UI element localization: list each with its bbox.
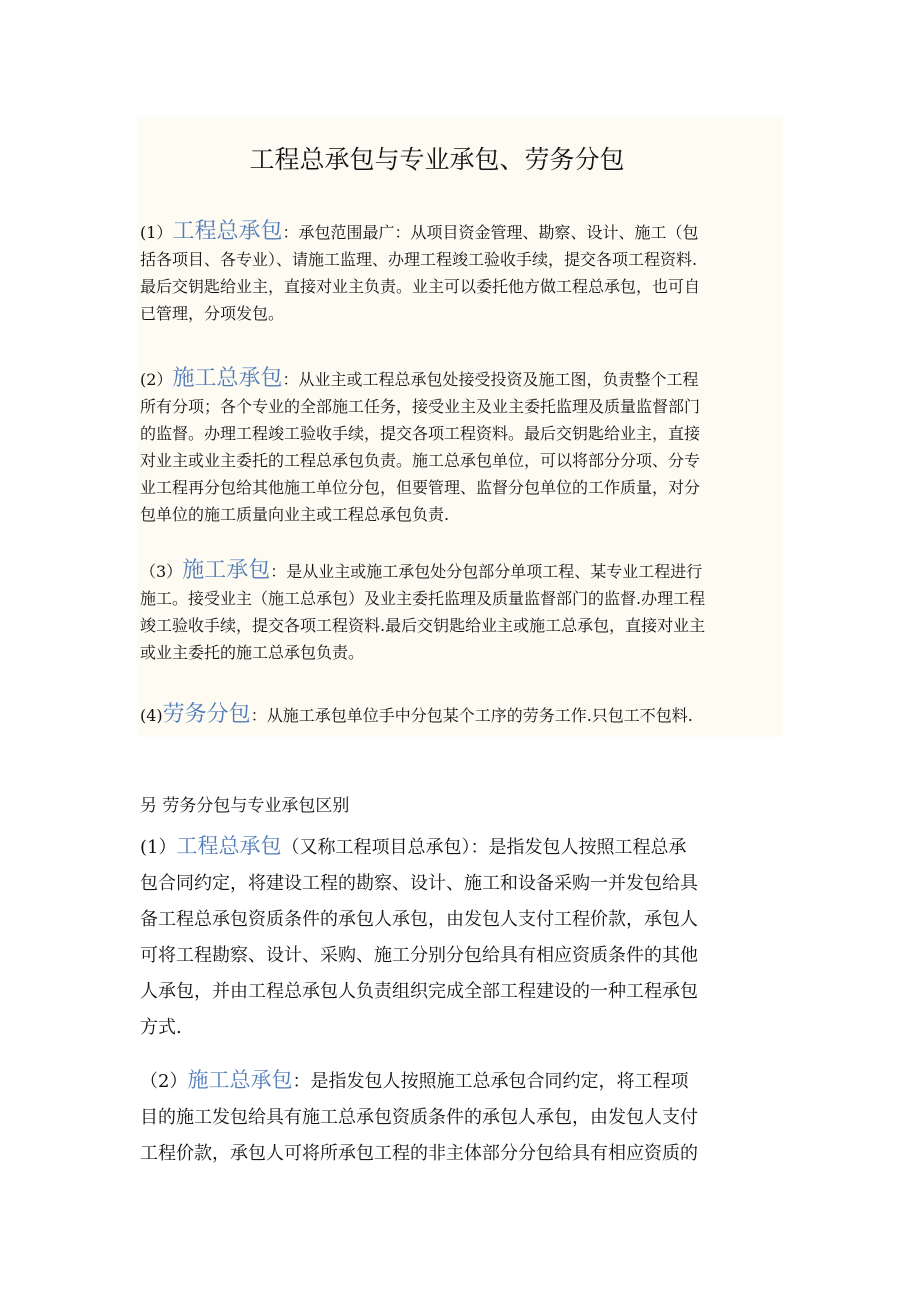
paragraph-line: 施工。接受业主（施工总承包）及业主委托监理及质量监督部门的监督.办理工程 bbox=[140, 589, 706, 608]
item-number: （2） bbox=[140, 1071, 188, 1092]
term-label: 施工总承包 bbox=[172, 366, 283, 391]
paragraph-line: (2）施工总承包：从业主或工程总承包处接受投资及施工图，负责整个工程 bbox=[140, 366, 699, 391]
paragraph-line: 括各项目、各专业）、请施工监理、办理工程竣工验收手续，提交各项工程资料. bbox=[140, 250, 698, 269]
definition-general-contracting bbox=[140, 218, 786, 327]
term-label: 工程总承包 bbox=[176, 834, 282, 858]
paragraph-line: 可将工程勘察、设计、采购、施工分别分包给具有相应资质条件的其他 bbox=[140, 945, 698, 966]
item-number: (4) bbox=[140, 706, 163, 725]
paragraph-line: 已管理，分项发包。 bbox=[140, 304, 285, 323]
section-heading: 另 劳务分包与专业承包区别 bbox=[140, 796, 350, 816]
paragraph-line: 竣工验收手续，提交各项工程资料.最后交钥匙给业主或施工总承包，直接对业主 bbox=[140, 616, 706, 635]
item-number: (2） bbox=[140, 370, 173, 389]
comparison-general-contracting bbox=[140, 828, 800, 1046]
paragraph-line: 方式. bbox=[140, 1017, 182, 1038]
term-label: 施工总承包 bbox=[187, 1068, 293, 1092]
paragraph-line: （2）施工总承包：是指发包人按照施工总承包合同约定，将工程项 bbox=[140, 1068, 689, 1092]
paragraph-line: 包单位的施工质量向业主或工程总承包负责. bbox=[140, 505, 450, 524]
paragraph-line: 对业主或业主委托的工程总承包负责。施工总承包单位，可以将部分分项、分专 bbox=[140, 451, 701, 470]
term-label: 劳务分包 bbox=[162, 702, 251, 727]
paragraph-line: 目的施工发包给具有施工总承包资质条件的承包人承包，由发包人支付 bbox=[140, 1107, 698, 1128]
paragraph-line: 备工程总承包资质条件的承包人承包，由发包人支付工程价款，承包人 bbox=[140, 909, 698, 930]
paragraph-line: 所有分项；各个专业的全部施工任务，接受业主及业主委托监理及质量监督部门 bbox=[140, 397, 701, 416]
paragraph-line: 最后交钥匙给业主，直接对业主负责。业主可以委托他方做工程总承包，也可自 bbox=[140, 277, 701, 296]
definition-construction-contracting bbox=[140, 557, 786, 666]
paragraph-line: (1）工程总承包：承包范围最广：从项目资金管理、勘察、设计、施工（包 bbox=[140, 219, 699, 244]
paragraph-line: （3）施工承包：是从业主或施工承包处分包部分单项工程、某专业工程进行 bbox=[140, 558, 703, 583]
paragraph-line: 业工程再分包给其他施工单位分包，但要管理、监督分包单位的工作质量，对分 bbox=[140, 478, 701, 497]
definition-construction-general-contracting bbox=[140, 365, 786, 528]
paragraph-line: 的监督。办理工程竣工验收手续，提交各项工程资料。最后交钥匙给业主，直接 bbox=[140, 424, 701, 443]
definition-labor-subcontracting bbox=[140, 701, 786, 729]
comparison-construction-general-contracting bbox=[140, 1062, 800, 1172]
paragraph-line: (4)劳务分包：从施工承包单位手中分包某个工序的劳务工作.只包工不包料. bbox=[140, 702, 693, 727]
item-number: (1） bbox=[140, 223, 173, 242]
item-number: （3） bbox=[140, 562, 183, 581]
paragraph-line: (1）工程总承包（又称工程项目总承包）：是指发包人按照工程总承 bbox=[140, 834, 687, 858]
item-number: (1） bbox=[140, 837, 177, 858]
term-label: 施工承包 bbox=[182, 558, 271, 583]
paragraph-line: 工程价款，承包人可将所承包工程的非主体部分分包给具有相应资质的 bbox=[140, 1143, 698, 1164]
paragraph-line: 包合同约定，将建设工程的勘察、设计、施工和设备采购一并发包给具 bbox=[140, 873, 698, 894]
term-label: 工程总承包 bbox=[172, 219, 283, 244]
paragraph-line: 或业主委托的施工总承包负责。 bbox=[140, 643, 365, 662]
paragraph-line: 人承包，并由工程总承包人负责组织完成全部工程建设的一种工程承包 bbox=[140, 981, 698, 1002]
document-title: 工程总承包与专业承包、劳务分包 bbox=[249, 145, 625, 174]
